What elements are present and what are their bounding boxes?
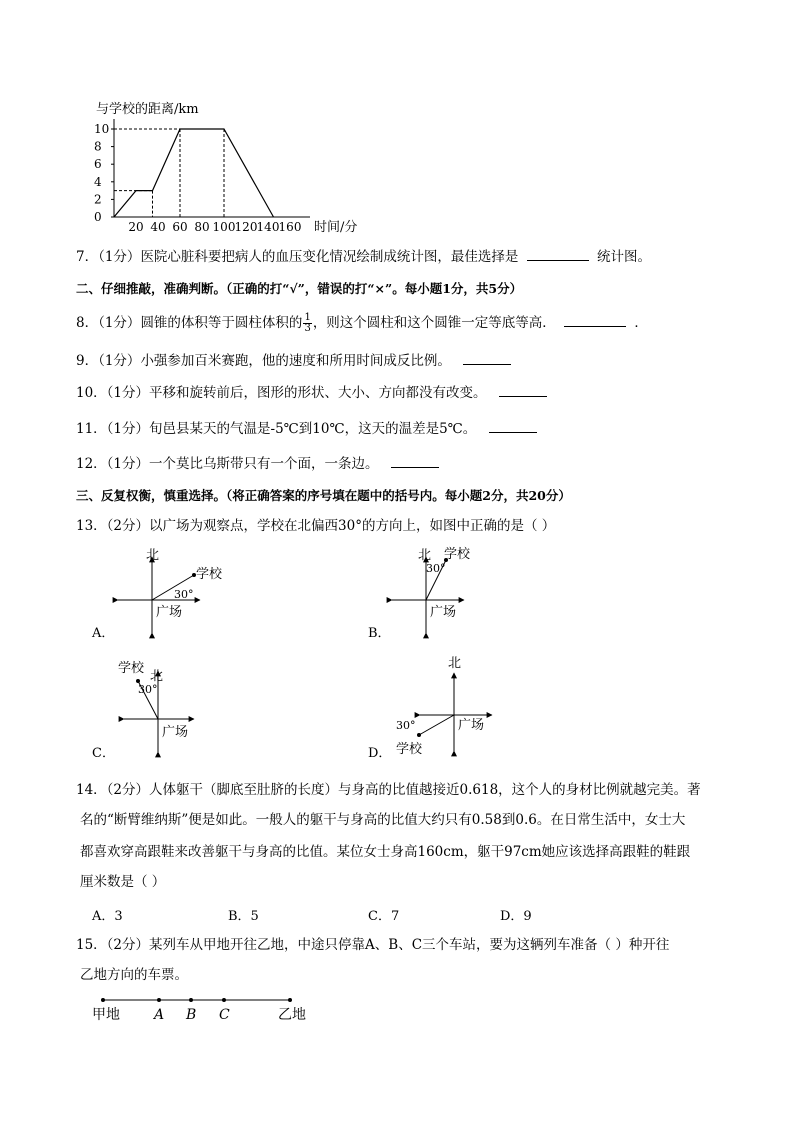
x-tick-label: 140 [256,220,280,234]
question-text: 旬邑县某天的气温是-5℃到10℃，这天的温差是5℃。 [149,421,477,437]
question-number: 14．（2分） [76,782,150,798]
angle-label: 30° [174,588,194,601]
question-number: 11．（1分） [76,421,150,437]
question-14-line-3: 都喜欢穿高跟鞋来改善躯干与身高的比值。某位女士身高160cm，躯干97cm她应该选择高跟鞋的鞋跟 [80,844,691,860]
option-d-label: D． [368,746,392,761]
compass-option-d[interactable] [368,656,492,761]
question-15-line-1 [76,936,669,954]
question-number: 12．（1分） [76,456,150,472]
x-tick-label: 120 [234,220,258,234]
y-tick-label: 8 [94,139,102,154]
station-b: B [186,1007,197,1023]
answer-blank[interactable] [564,314,626,327]
north-label: 北 [448,656,462,671]
question-text-cont: ，则这个圆柱和这个圆锥一定等底等高． [312,315,556,331]
station-jia: 甲地 [92,1007,120,1023]
question-8 [76,313,648,334]
y-tick-label: 2 [94,192,102,207]
school-label: 学校 [118,661,145,676]
question-14-line-2: 名的“断臂维纳斯”便是如此。一般人的躯干与身高的比值大约只有0.58到0.6。在日常生活中，女士大 [80,812,686,828]
option-b-label: B． [368,626,391,641]
question-text: 医院心脏科要把病人的血压变化情况绘制成统计图，最佳选择是 [140,249,519,265]
question-14-line-1 [76,781,701,799]
question-number: 15．（2分） [76,937,150,953]
question-text: 某列车从甲地开往乙地，中途只停靠A、B、C三个车站，要为这辆列车准备（ ）种开往 [149,937,670,953]
question-number: 10．（1分） [76,385,150,401]
question-text: 以广场为观察点，学校在北偏西30°的方向上，如图中正确的是（ ） [149,518,556,534]
y-axis-title: 与学校的距离/km [96,102,199,117]
station-c: C [219,1007,230,1023]
fraction [303,313,311,334]
x-tick-label: 80 [194,220,210,234]
compass-option-b[interactable] [368,546,471,641]
option-a-label: A． [92,626,115,641]
answer-blank[interactable] [489,420,537,433]
question-number: 8．（1分） [76,315,141,331]
question-text: 圆锥的体积等于圆柱体积的 [140,315,303,331]
question-number: 13．（2分） [76,518,150,534]
square-label: 广场 [156,605,183,620]
station-yi: 乙地 [278,1007,306,1023]
compass-option-a[interactable] [91,548,223,641]
fraction-numerator: 1 [304,312,311,323]
section-2-title: 二、仔细推敲，准确判断。（正确的打“√”，错误的打“×”。每小题1分，共5分） [76,281,523,296]
answer-blank[interactable] [499,384,547,397]
distance-series-line [114,129,274,217]
station-diagram [88,992,348,1028]
x-tick-label: 20 [128,220,144,234]
compass-diagrams [80,545,720,765]
question-text: 人体躯干（脚底至肚脐的长度）与身高的比值越接近0.618，这个人的身材比例就越完美。著 [149,782,701,798]
school-label: 学校 [396,742,423,757]
y-tick-label: 4 [94,174,102,189]
question-15-line-2: 乙地方向的车票。 [80,967,188,983]
station-a: A [154,1007,165,1023]
question-13 [76,517,555,535]
section-3-title: 三、反复权衡，慎重选择。（将正确答案的序号填在题中的括号内。每小题2分，共20分） [76,488,571,503]
choice-b[interactable]: B．5 [228,909,259,924]
question-text: 平移和旋转前后，图形的形状、大小、方向都没有改变。 [149,385,487,401]
north-label: 北 [418,548,432,563]
question-9 [76,352,511,370]
question-11 [76,420,537,438]
school-label: 学校 [444,547,471,562]
x-tick-label: 60 [172,220,188,234]
question-10 [76,384,547,402]
square-label: 广场 [430,605,457,620]
y-tick-label: 0 [94,210,102,224]
compass-option-c[interactable] [92,660,194,761]
y-tick-label: 6 [94,157,102,172]
question-14-line-4: 厘米数是（ ） [80,874,166,890]
choice-d[interactable]: D．9 [500,909,532,924]
choice-c[interactable]: C．7 [368,909,400,924]
answer-blank[interactable] [463,352,511,365]
school-label: 学校 [196,567,223,582]
question-number: 9．（1分） [76,353,141,369]
x-tick-label: 100 [212,220,236,234]
square-label: 广场 [458,718,485,733]
choice-a[interactable]: A．3 [92,909,123,924]
question-text: 一个莫比乌斯带只有一个面，一条边。 [149,456,379,472]
question-text: 小强参加百米赛跑，他的速度和所用时间成反比例。 [140,353,451,369]
north-label: 北 [150,669,164,684]
x-axis-title: 时间/分 [314,220,358,235]
angle-label: 30° [396,719,416,732]
angle-label: 30° [138,683,158,696]
question-end: ． [634,315,648,331]
answer-blank[interactable] [391,455,439,468]
answer-blank[interactable] [527,248,589,261]
question-number: 7．（1分） [76,249,141,265]
square-label: 广场 [162,725,189,740]
option-c-label: C． [92,746,115,761]
x-tick-label: 40 [150,220,166,234]
question-7 [76,248,651,266]
question-text-end: 统计图。 [597,249,652,265]
question-12 [76,455,439,473]
distance-time-graph [80,95,380,235]
x-tick-label: 160 [278,220,302,234]
y-tick-label: 10 [94,122,110,136]
north-label: 北 [146,548,160,563]
angle-label: 30° [426,562,446,575]
fraction-denominator: 3 [304,323,311,334]
